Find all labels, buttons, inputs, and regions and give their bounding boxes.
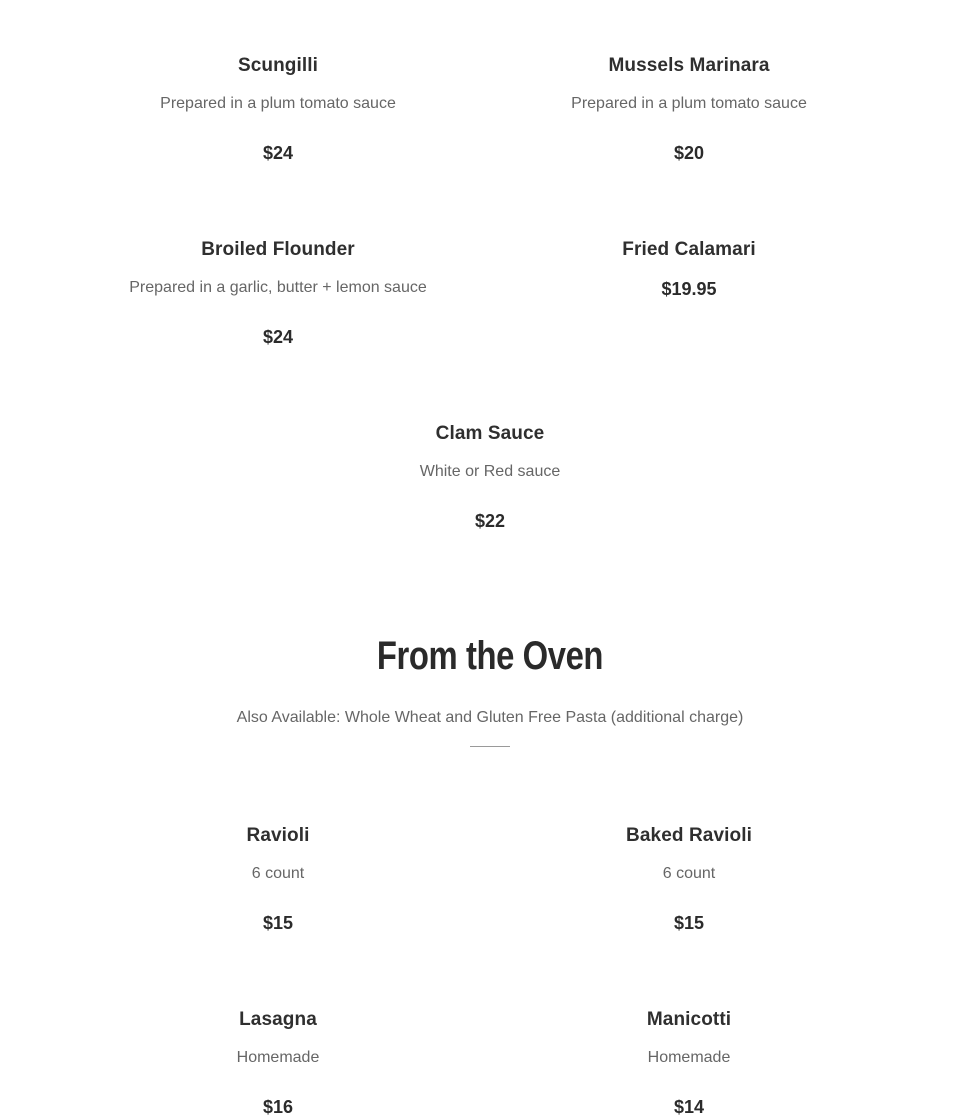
menu-item-fried-calamari — [479, 239, 899, 300]
item-name: Clam Sauce — [435, 423, 545, 444]
item-price: $24 — [262, 327, 294, 347]
item-price: $14 — [673, 1097, 705, 1117]
item-description: Homemade — [236, 1049, 320, 1066]
menu-item-mussels-marinara — [479, 55, 899, 164]
item-name: Broiled Flounder — [201, 239, 355, 260]
item-price: $15 — [262, 913, 294, 933]
section-note: Also Available: Whole Wheat and Gluten Free Pasta (additional charge) — [236, 709, 744, 726]
item-price: $19.95 — [661, 279, 717, 299]
section-title: From the Oven — [376, 634, 604, 678]
item-description: Prepared in a plum tomato sauce — [160, 95, 396, 112]
item-name: Lasagna — [239, 1009, 317, 1030]
item-description: White or Red sauce — [419, 463, 561, 480]
item-description: 6 count — [662, 865, 716, 882]
item-price: $20 — [673, 143, 705, 163]
item-description: Prepared in a plum tomato sauce — [571, 95, 807, 112]
menu-item-ravioli — [68, 825, 488, 934]
menu-item-scungilli — [68, 55, 488, 164]
item-price: $15 — [673, 913, 705, 933]
item-name: Scungilli — [237, 55, 319, 76]
item-name: Mussels Marinara — [608, 55, 770, 76]
menu-item-clam-sauce — [280, 423, 700, 532]
item-price: $22 — [474, 511, 506, 531]
item-price: $16 — [262, 1097, 294, 1117]
item-name: Fried Calamari — [622, 239, 756, 260]
menu-item-lasagna — [68, 1009, 488, 1118]
menu-item-manicotti — [479, 1009, 899, 1118]
menu-item-broiled-flounder — [68, 239, 488, 348]
item-description: Homemade — [647, 1049, 731, 1066]
item-description: Prepared in a garlic, butter + lemon sauce — [129, 279, 427, 296]
item-name: Manicotti — [646, 1009, 732, 1030]
item-description: 6 count — [251, 865, 305, 882]
menu-item-baked-ravioli — [479, 825, 899, 934]
item-name: Ravioli — [246, 825, 310, 846]
item-name: Baked Ravioli — [626, 825, 752, 846]
section-divider — [470, 746, 510, 747]
item-price: $24 — [262, 143, 294, 163]
